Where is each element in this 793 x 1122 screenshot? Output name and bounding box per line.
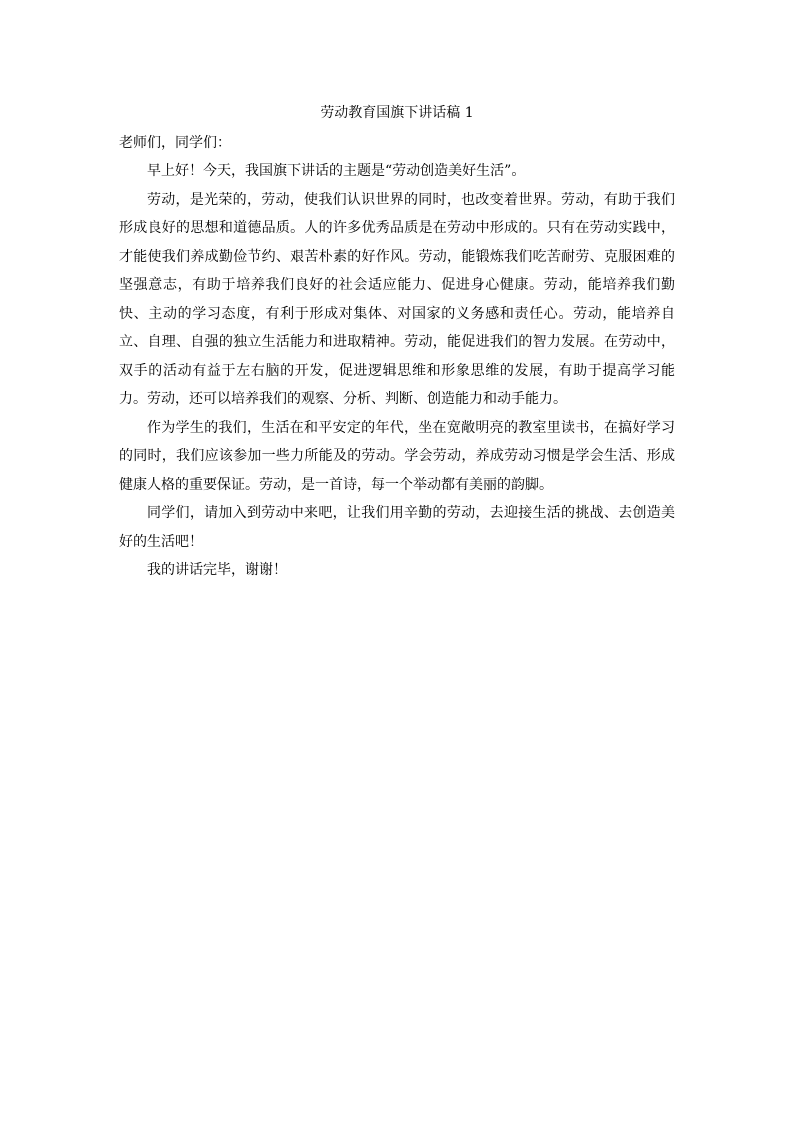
paragraph-labor-benefits: 劳动，是光荣的，劳动，使我们认识世界的同时，也改变着世界。劳动，有助于我们形成良好的思想和道德品质。人的许多优秀品质是在劳动中形成的。只有在劳动实践中，才能使我们养成勤俭节约、艰苦朴素的好作风。劳动，能锻炼我们吃苦耐劳、克服困难的坚强意志，有助于培养我们良好的社会适应能力、促进身心健康。劳动，能培养我们勤快、主动的学习态度，有利于形成对集体、对国家的义务感和责任心。劳动，能培养自立、自理、自强的独立生活能力和进取精神。劳动，能促进我们的智力发展。在劳动中，双手的活动有益于左右脑的开发，促进逻辑思维和形象思维的发展，有助于提高学习能力。劳动，还可以培养我们的观察、分析、判断、创造能力和动手能力。 <box>119 191 675 407</box>
document-title: 劳动教育国旗下讲话稿 1 <box>320 105 474 121</box>
paragraph-call-to-action: 同学们，请加入到劳动中来吧，让我们用辛勤的劳动，去迎接生活的挑战、去创造美好的生活吧！ <box>119 505 675 550</box>
paragraph-closing: 我的讲话完毕，谢谢！ <box>147 562 287 578</box>
paragraph-greeting: 早上好！今天，我国旗下讲话的主题是“劳动创造美好生活”。 <box>147 163 526 179</box>
salutation: 老师们，同学们： <box>119 135 231 151</box>
paragraph-students: 作为学生的我们，生活在和平安定的年代，坐在宽敞明亮的教室里读书，在搞好学习的同时，我们应该参加一些力所能及的劳动。学会劳动，养成劳动习惯是学会生活、形成健康人格的重要保证。劳动，是一首诗，每一个举动都有美丽的韵脚。 <box>119 419 675 493</box>
document-body <box>119 101 675 585</box>
